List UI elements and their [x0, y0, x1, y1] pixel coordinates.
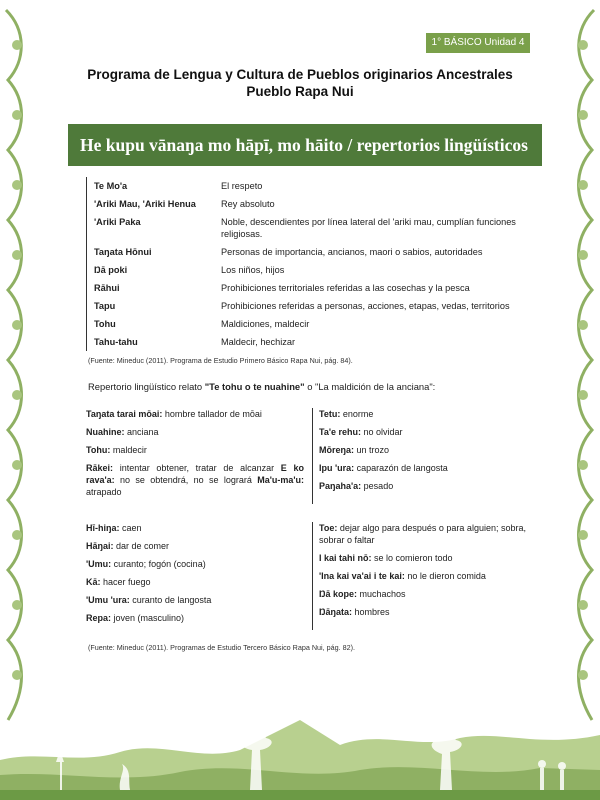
word-term: Hī-hiŋa: [86, 523, 120, 533]
word-term: Repa: [86, 613, 112, 623]
left-decorative-border [0, 0, 34, 740]
word-entry [319, 426, 536, 438]
word-entry [86, 522, 304, 534]
vocab-row [87, 213, 526, 243]
word-meaning: atrapado [86, 487, 122, 497]
word-term: Taŋata tarai mōai: [86, 409, 163, 419]
word-entry [319, 462, 536, 474]
word-term: Tohu: [86, 445, 111, 455]
word-term: 'Ina kai va'ai i te kai: [319, 571, 405, 581]
vocab-term: Taŋata Hōnui [94, 247, 152, 257]
word-term: Mōreŋa: [319, 445, 355, 455]
word-entry [86, 540, 304, 552]
word-meaning: pesado [361, 481, 394, 491]
word-meaning: curanto; fogón (cocina) [111, 559, 206, 569]
word-entry [86, 558, 304, 570]
word-term: Paŋaha'a: [319, 481, 362, 491]
word-meaning: no olvidar [360, 427, 403, 437]
word-entry [86, 612, 304, 624]
vocab-term: Te Mo'a [94, 181, 128, 191]
word-term: Tetu: [319, 409, 341, 419]
word-meaning: curanto de langosta [129, 595, 212, 605]
word-term: 'Umu 'ura: [86, 595, 130, 605]
word-entry [319, 408, 536, 420]
word-grid-2 [86, 522, 536, 630]
vocab-definition: El respeto [221, 181, 263, 191]
word-entry [319, 570, 536, 582]
landscape-illustration [0, 690, 600, 800]
source-note-2: (Fuente: Mineduc (2011). Programas de Estudio Tercero Básico Rapa Nui, pág. 82). [88, 643, 356, 652]
vocab-definition: Rey absoluto [221, 199, 275, 209]
vocab-definition: Personas de importancia, ancianos, maori o sabios, autoridades [221, 247, 483, 257]
vocab-definition: Prohibiciones referidas a personas, acciones, etapas, vedas, territorios [221, 301, 510, 311]
title-line-2: Pueblo Rapa Nui [246, 84, 354, 99]
word-meaning: maldecir [110, 445, 147, 455]
word-entry [319, 552, 536, 564]
unit-badge: 1° BÁSICO Unidad 4 [426, 33, 530, 53]
word-term: Ŋāŋata: [319, 607, 353, 617]
vocab-row [87, 195, 526, 213]
vocab-term: Ŋā poki [94, 265, 128, 275]
word-meaning: enorme [340, 409, 374, 419]
vocab-term: 'Ariki Paka [94, 217, 141, 227]
word-term: Toe: [319, 523, 338, 533]
source-note-1: (Fuente: Mineduc (2011). Programa de Estudio Primero Básico Rapa Nui, pág. 84). [88, 356, 353, 365]
word-meaning: no se obtendrá, no se logrará [114, 475, 258, 485]
vocab-definition: Maldecir, hechizar [221, 337, 296, 347]
word-entry [319, 480, 536, 492]
word-meaning: un trozo [354, 445, 390, 455]
repertoire-intro [88, 381, 435, 392]
word-term: I kai tahi nō: [319, 553, 372, 563]
word-meaning: caen [119, 523, 142, 533]
word-meaning: dejar algo para después o para alguien; sobra, sobrar o faltar [319, 523, 526, 545]
vocab-row [87, 177, 526, 195]
word-meaning: se lo comieron todo [371, 553, 453, 563]
word-meaning: hombre tallador de mōai [162, 409, 262, 419]
vocab-definition: Noble, descendientes por línea lateral del 'ariki mau, cumplían funciones religiosas. [221, 217, 516, 239]
vocab-row [87, 279, 526, 297]
word-entry [86, 426, 304, 438]
word-meaning: dar de comer [113, 541, 170, 551]
word-term: Ta'e rehu: [319, 427, 361, 437]
word-entry [86, 444, 304, 456]
word-term: Ipu 'ura: [319, 463, 355, 473]
word-meaning: caparazón de langosta [354, 463, 448, 473]
vocab-term: Tahu-tahu [94, 337, 138, 347]
intro-story-title: "Te tohu o te nuahine" [204, 381, 305, 392]
word-term: Ma'u-ma'u: [257, 475, 304, 485]
vocab-definition: Prohibiciones territoriales referidas a las cosechas y la pesca [221, 283, 470, 293]
vocab-term: Rāhui [94, 283, 120, 293]
word-term: Ŋā kope: [319, 589, 358, 599]
vocab-term: Tohu [94, 319, 116, 329]
vocab-term: 'Ariki Mau, 'Ariki Henua [94, 199, 196, 209]
vocab-definition: Los niños, hijos [221, 265, 285, 275]
word-term: Rākei: [86, 463, 114, 473]
vocabulary-table [86, 177, 526, 351]
vocab-row [87, 261, 526, 279]
vocab-row [87, 297, 526, 315]
word-meaning: muchachos [357, 589, 406, 599]
intro-suffix: o "La maldición de la anciana": [304, 381, 436, 392]
document-title [60, 66, 540, 100]
word-meaning: intentar obtener, tratar de alcanzar [113, 463, 281, 473]
vocab-term: Tapu [94, 301, 116, 311]
word-entry [319, 588, 536, 600]
word-column-left-2 [86, 522, 312, 630]
vocab-definition: Maldiciones, maldecir [221, 319, 310, 329]
word-entry [86, 594, 304, 606]
word-entry [319, 606, 536, 618]
vocab-row [87, 315, 526, 333]
word-term: Hāŋai: [86, 541, 114, 551]
word-meaning: hombres [352, 607, 390, 617]
intro-prefix: Repertorio lingüístico relato [88, 381, 205, 392]
title-line-1: Programa de Lengua y Cultura de Pueblos originarios Ancestrales [87, 67, 513, 82]
word-meaning: no le dieron comida [404, 571, 486, 581]
word-grid-1 [86, 408, 536, 504]
word-entry [86, 408, 304, 420]
right-decorative-border [566, 0, 600, 740]
word-entry [86, 576, 304, 588]
word-entry [319, 444, 536, 456]
section-banner: He kupu vānaŋa mo hāpī, mo hāito / repertorios lingüísticos [68, 124, 542, 166]
word-meaning: joven (masculino) [111, 613, 185, 623]
word-column-left-1 [86, 408, 312, 504]
word-term: 'Umu: [86, 559, 112, 569]
word-column-right-2 [312, 522, 536, 630]
word-term: Nuahine: [86, 427, 125, 437]
vocab-row [87, 333, 526, 351]
word-meaning: hacer fuego [100, 577, 151, 587]
word-entry [86, 462, 304, 498]
word-term: Kā: [86, 577, 101, 587]
word-term: E ko rava'a: [86, 463, 304, 485]
vocab-row [87, 243, 526, 261]
word-column-right-1 [312, 408, 536, 504]
word-entry [319, 522, 536, 546]
word-meaning: anciana [124, 427, 159, 437]
